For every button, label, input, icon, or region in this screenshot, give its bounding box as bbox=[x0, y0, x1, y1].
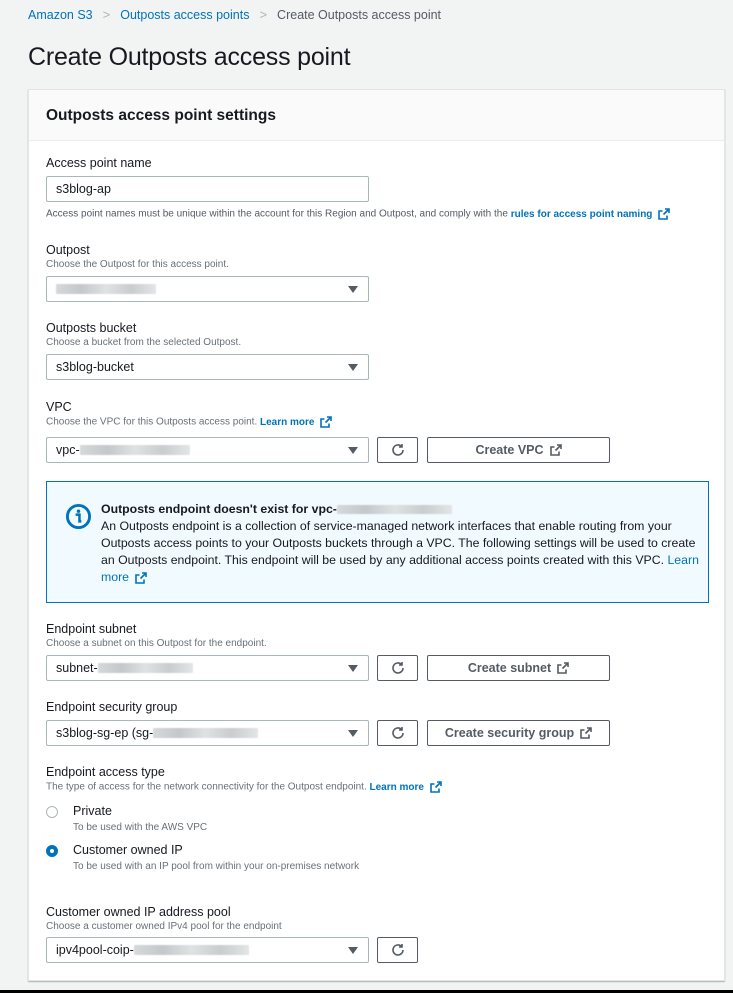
vpc-field bbox=[46, 400, 332, 428]
refresh-icon bbox=[391, 661, 405, 675]
alert-content bbox=[101, 501, 701, 586]
radio-private[interactable]: Private To be used with the AWS VPC bbox=[46, 804, 373, 834]
access-point-name-field bbox=[46, 156, 152, 170]
access-point-name-hint: Access point names must be unique within the account for this Region and Outpost, and comply with the rules for access point naming bbox=[46, 208, 670, 220]
access-point-name-input[interactable] bbox=[46, 176, 369, 202]
redacted-value bbox=[153, 728, 258, 738]
redacted-value bbox=[134, 945, 249, 955]
caret-down-icon bbox=[348, 447, 358, 454]
create-subnet-button[interactable]: Create subnet bbox=[427, 655, 610, 681]
subnet-description: Choose a subnet on this Outpost for the endpoint. bbox=[46, 638, 267, 649]
coip-pool-label: Customer owned IP address pool bbox=[46, 905, 231, 919]
alert-title: Outposts endpoint doesn't exist for vpc- bbox=[101, 501, 701, 518]
refresh-coip-pool-button[interactable] bbox=[377, 937, 418, 963]
external-link-icon bbox=[320, 416, 332, 428]
panel-header bbox=[29, 90, 724, 141]
subnet-label: Endpoint subnet bbox=[46, 622, 137, 636]
access-type-label: Endpoint access type bbox=[46, 765, 165, 779]
vpc-description: Choose the VPC for this Outposts access point. Learn more bbox=[46, 416, 332, 428]
outpost-field bbox=[46, 243, 229, 270]
coip-pool-value: ipv4pool-coip- bbox=[56, 943, 134, 957]
endpoint-info-alert bbox=[46, 481, 709, 603]
radio-customer-owned-ip[interactable]: Customer owned IP To be used with an IP pool from within your on-premises network bbox=[46, 843, 373, 873]
coip-pool-select[interactable] bbox=[46, 937, 369, 963]
outpost-label: Outpost bbox=[46, 243, 90, 257]
redacted-value bbox=[337, 505, 452, 514]
subnet-value: subnet- bbox=[56, 661, 98, 675]
refresh-vpc-button[interactable] bbox=[377, 437, 418, 463]
external-link-icon bbox=[550, 444, 562, 456]
security-group-select[interactable] bbox=[46, 720, 369, 746]
refresh-subnet-button[interactable] bbox=[377, 655, 418, 681]
alert-learn-more-link[interactable]: Learn more bbox=[101, 553, 699, 584]
outpost-description: Choose the Outpost for this access point. bbox=[46, 259, 229, 270]
caret-down-icon bbox=[348, 665, 358, 672]
security-group-label: Endpoint security group bbox=[46, 700, 178, 714]
external-link-icon bbox=[580, 727, 592, 739]
breadcrumb bbox=[28, 7, 441, 22]
naming-rules-link[interactable]: rules for access point naming bbox=[511, 209, 671, 220]
bucket-field bbox=[46, 321, 241, 348]
redacted-value bbox=[80, 445, 190, 455]
refresh-icon bbox=[391, 726, 405, 740]
vpc-learn-more-link[interactable]: Learn more bbox=[260, 417, 332, 428]
radio-button[interactable] bbox=[46, 806, 58, 818]
external-link-icon bbox=[430, 781, 442, 793]
caret-down-icon bbox=[348, 286, 358, 293]
bucket-select[interactable] bbox=[46, 354, 369, 380]
breadcrumb-amazon-s3[interactable]: Amazon S3 bbox=[28, 7, 93, 22]
external-link-icon bbox=[557, 662, 569, 674]
alert-body: An Outposts endpoint is a collection of service-managed network interfaces that enable routing from your Outposts access points to your Outposts buckets through a VPC. The following settings will be used to create an Outposts endpoint. This endpoint will be used by any additional access points created with this VPC. Learn more bbox=[101, 519, 699, 584]
bucket-value: s3blog-bucket bbox=[56, 360, 134, 374]
create-vpc-button[interactable]: Create VPC bbox=[427, 437, 610, 463]
redacted-value bbox=[56, 284, 156, 294]
security-group-field bbox=[46, 700, 177, 714]
radio-button-selected[interactable] bbox=[46, 845, 58, 857]
refresh-security-group-button[interactable] bbox=[377, 720, 418, 746]
caret-down-icon bbox=[348, 947, 358, 954]
chevron-right-icon: > bbox=[259, 7, 268, 22]
access-type-field bbox=[46, 765, 442, 793]
breadcrumb-outposts-access-points[interactable]: Outposts access points bbox=[120, 7, 250, 22]
chevron-right-icon: > bbox=[102, 7, 111, 22]
coip-pool-field bbox=[46, 905, 282, 932]
caret-down-icon bbox=[348, 364, 358, 371]
caret-down-icon bbox=[348, 730, 358, 737]
refresh-icon bbox=[391, 443, 405, 457]
access-point-name-label: Access point name bbox=[46, 156, 152, 170]
refresh-icon bbox=[391, 943, 405, 957]
info-icon bbox=[65, 503, 92, 530]
vpc-select[interactable] bbox=[46, 437, 369, 463]
access-type-learn-more-link[interactable]: Learn more bbox=[370, 782, 442, 793]
breadcrumb-current: Create Outposts access point bbox=[277, 7, 442, 22]
vpc-value: vpc- bbox=[56, 443, 80, 457]
bucket-label: Outposts bucket bbox=[46, 321, 137, 335]
subnet-select[interactable] bbox=[46, 655, 369, 681]
security-group-value: s3blog-sg-ep (sg- bbox=[56, 726, 154, 740]
external-link-icon bbox=[658, 208, 670, 220]
settings-panel bbox=[28, 89, 725, 981]
subnet-field bbox=[46, 622, 267, 649]
outpost-select[interactable] bbox=[46, 276, 369, 302]
create-security-group-button[interactable]: Create security group bbox=[427, 720, 610, 746]
external-link-icon bbox=[135, 572, 147, 584]
page-title: Create Outposts access point bbox=[28, 43, 351, 71]
redacted-value bbox=[98, 663, 193, 673]
panel-title: Outposts access point settings bbox=[46, 107, 276, 124]
coip-pool-description: Choose a customer owned IPv4 pool for the endpoint bbox=[46, 921, 282, 932]
vpc-label: VPC bbox=[46, 400, 72, 414]
access-type-description: The type of access for the network connectivity for the Outpost endpoint. Learn more bbox=[46, 781, 442, 793]
bucket-description: Choose a bucket from the selected Outpost. bbox=[46, 337, 242, 348]
